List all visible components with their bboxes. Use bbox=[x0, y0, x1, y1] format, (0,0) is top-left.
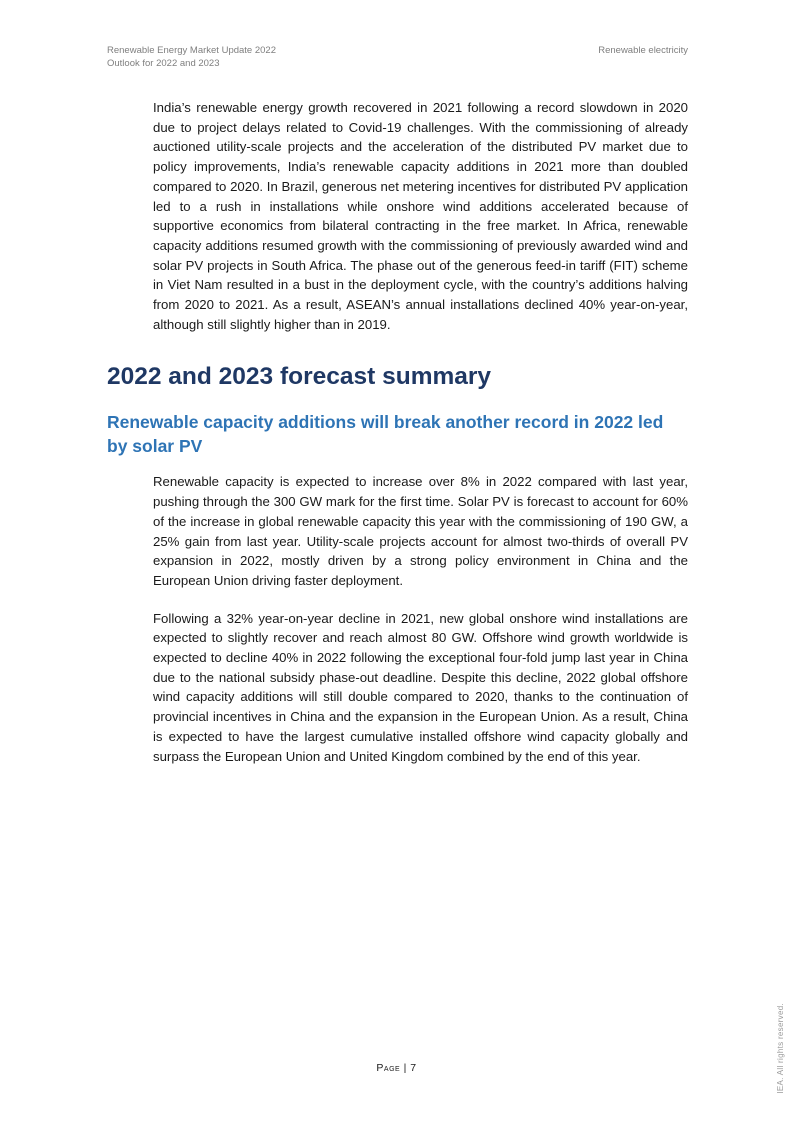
header-report-title: Renewable Energy Market Update 2022 bbox=[107, 45, 276, 56]
header-left bbox=[107, 44, 276, 70]
copyright-note: IEA. All rights reserved. bbox=[776, 1003, 785, 1094]
page-number: Page | 7 bbox=[376, 1062, 417, 1074]
section-heading: 2022 and 2023 forecast summary bbox=[107, 363, 492, 391]
header-section-title: Renewable electricity bbox=[598, 45, 688, 56]
page-content bbox=[107, 98, 688, 784]
forecast-paragraph-1: Renewable capacity is expected to increase over 8% in 2022 compared with last year, pushing through the 300 GW mark for the first time. Solar PV is forecast to account for 60% of the increase in global renewable capacity this year with the commissioning of 190 GW, a 25% gain from last year. Utility-scale projects account for almost two-thirds of overall PV expansion in 2022, mostly driven by a strong policy environment in China and the European Union driving faster deployment. bbox=[153, 474, 688, 588]
header-report-subtitle: Outlook for 2022 and 2023 bbox=[107, 58, 220, 69]
intro-paragraph: India’s renewable energy growth recovered in 2021 following a record slowdown in 2020 due to project delays related to Covid-19 challenges. With the commissioning of already auctioned utility-scale projects and the acceleration of the distributed PV market due to policy improvements, India’s renewable capacity additions in 2021 more than doubled compared to 2020. In Brazil, generous net metering incentives for distributed PV application led to a rush in installations while onshore wind additions accelerated because of supportive economics from bilateral contracting in the free market. In Africa, renewable capacity additions resumed growth with the commissioning of previously awarded wind and solar PV projects in South Africa. The phase out of the generous feed-in tariff (FIT) scheme in Viet Nam resulted in a bust in the deployment cycle, with the country’s additions halving from 2020 to 2021. As a result, ASEAN’s annual installations declined 40% year-on-year, although still slightly higher than in 2019. bbox=[153, 100, 688, 332]
subsection-heading: Renewable capacity additions will break another record in 2022 led by solar PV bbox=[107, 412, 664, 457]
forecast-paragraph-2: Following a 32% year-on-year decline in 2021, new global onshore wind installations are expected to slightly recover and reach almost 80 GW. Offshore wind growth worldwide is expected to decline 40% in 2022 following the exceptional four-fold jump last year in China due to the national subsidy phase-out deadline. Despite this decline, 2022 global offshore wind capacity additions will still double compared to 2020, thanks to the continuation of provincial incentives in China and the expansion in the European Union. As a result, China is expected to have the largest cumulative installed offshore wind capacity globally and surpass the European Union and United Kingdom combined by the end of this year. bbox=[153, 610, 688, 764]
page-header bbox=[107, 44, 688, 70]
